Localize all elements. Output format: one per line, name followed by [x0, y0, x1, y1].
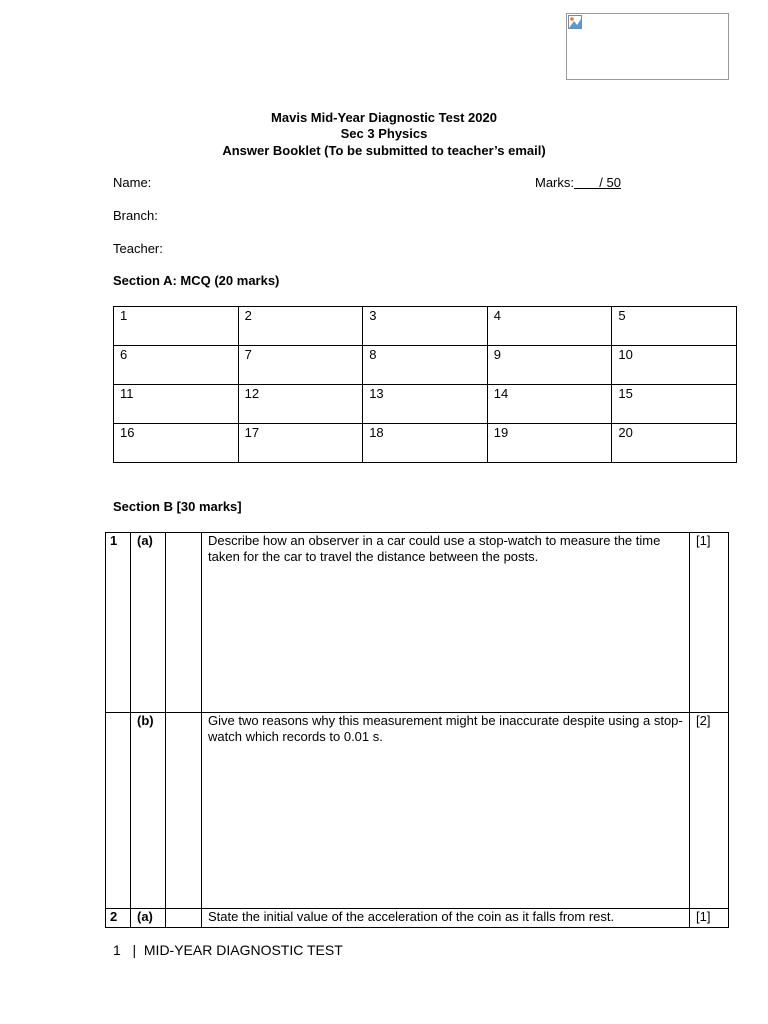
mcq-cell[interactable]: 6 — [114, 346, 239, 385]
marks-label: Marks: — [535, 175, 574, 190]
mcq-cell[interactable]: 5 — [612, 307, 737, 346]
question-number: 1 — [106, 533, 131, 713]
question-number — [106, 713, 131, 909]
sub-part-cell — [166, 713, 202, 909]
name-label: Name: — [113, 175, 152, 190]
table-row — [106, 909, 729, 928]
mcq-cell[interactable]: 4 — [487, 307, 612, 346]
mcq-cell[interactable]: 7 — [238, 346, 363, 385]
broken-image-icon — [568, 15, 582, 29]
mcq-cell[interactable]: 13 — [363, 385, 488, 424]
mcq-cell[interactable]: 9 — [487, 346, 612, 385]
table-row — [106, 533, 729, 713]
question-text[interactable]: Give two reasons why this measurement might be inaccurate despite using a stop-watch which records to 0.01 s. — [202, 713, 690, 909]
mcq-cell[interactable]: 18 — [363, 424, 488, 463]
mcq-cell[interactable]: 19 — [487, 424, 612, 463]
question-marks: [2] — [690, 713, 729, 909]
question-part: (a) — [131, 533, 166, 713]
page-number: 1 — [113, 942, 121, 958]
mcq-cell[interactable]: 16 — [114, 424, 239, 463]
question-number: 2 — [106, 909, 131, 928]
question-part: (b) — [131, 713, 166, 909]
section-a-title: Section A: MCQ (20 marks) — [113, 273, 280, 288]
sub-part-cell — [166, 533, 202, 713]
footer-text: MID-YEAR DIAGNOSTIC TEST — [143, 942, 343, 958]
teacher-label: Teacher: — [113, 241, 163, 256]
mcq-cell[interactable]: 3 — [363, 307, 488, 346]
question-text[interactable]: State the initial value of the acceleration of the coin as it falls from rest. — [202, 909, 690, 928]
section-b-title: Section B [30 marks] — [113, 499, 242, 514]
table-row — [114, 385, 737, 424]
footer-separator: | — [132, 942, 137, 958]
table-row — [114, 424, 737, 463]
mcq-cell[interactable]: 11 — [114, 385, 239, 424]
table-row — [114, 346, 737, 385]
mcq-cell[interactable]: 17 — [238, 424, 363, 463]
question-marks: [1] — [690, 533, 729, 713]
question-marks: [1] — [690, 909, 729, 928]
mcq-cell[interactable]: 10 — [612, 346, 737, 385]
section-b-table — [105, 532, 729, 928]
mcq-cell[interactable]: 15 — [612, 385, 737, 424]
mcq-cell[interactable]: 14 — [487, 385, 612, 424]
table-row — [114, 307, 737, 346]
mcq-cell[interactable]: 2 — [238, 307, 363, 346]
marks-blank: / 50 — [574, 175, 621, 190]
mcq-answer-table — [113, 306, 737, 463]
subject-title: Sec 3 Physics — [340, 126, 428, 141]
mcq-cell[interactable]: 1 — [114, 307, 239, 346]
marks-field — [535, 175, 621, 191]
question-part: (a) — [131, 909, 166, 928]
test-title: Mavis Mid-Year Diagnostic Test 2020 — [271, 110, 497, 125]
branch-label: Branch: — [113, 208, 158, 223]
logo-placeholder — [566, 13, 729, 80]
table-row — [106, 713, 729, 909]
page-footer — [113, 942, 343, 958]
mcq-cell[interactable]: 12 — [238, 385, 363, 424]
question-text[interactable]: Describe how an observer in a car could use a stop-watch to measure the time taken for the car to travel the distance between the posts. — [202, 533, 690, 713]
mcq-cell[interactable]: 20 — [612, 424, 737, 463]
sub-part-cell — [166, 909, 202, 928]
mcq-cell[interactable]: 8 — [363, 346, 488, 385]
booklet-title: Answer Booklet (To be submitted to teacher’s email) — [222, 143, 546, 158]
